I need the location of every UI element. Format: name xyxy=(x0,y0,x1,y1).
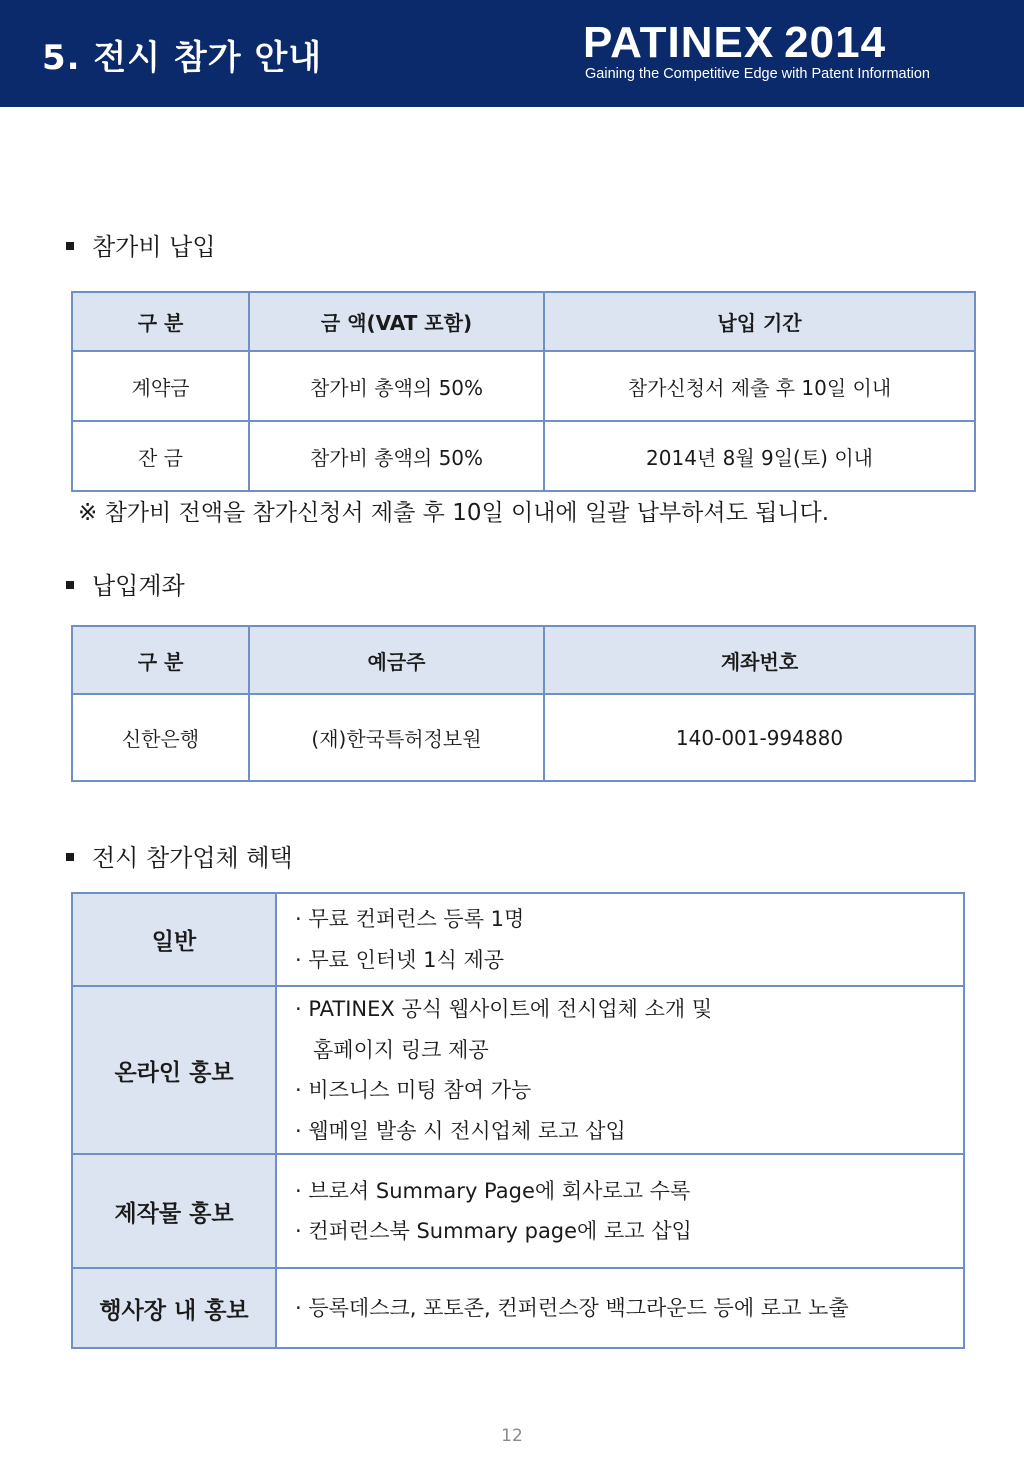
square-bullet-icon xyxy=(66,242,74,250)
table-cell: (재)한국특허정보원 xyxy=(249,694,544,781)
benefit-line: · 컨퍼런스북 Summary page에 로고 삽입 xyxy=(295,1219,692,1243)
benefit-category: 온라인 홍보 xyxy=(72,986,276,1154)
table-cell: 계약금 xyxy=(72,351,249,421)
logo-tagline: Gaining the Competitive Edge with Patent Information xyxy=(585,66,930,82)
page-header xyxy=(0,0,1024,107)
logo-brand: PATINEX xyxy=(583,18,775,67)
square-bullet-icon xyxy=(66,581,74,589)
fee-heading-text: 참가비 납입 xyxy=(92,233,216,261)
logo-wordmark xyxy=(583,18,886,68)
account-table xyxy=(71,625,976,782)
benefit-description xyxy=(276,986,964,1154)
benefit-line: · 등록데스크, 포토존, 컨퍼런스장 백그라운드 등에 로고 노출 xyxy=(295,1295,849,1320)
account-heading-text: 납입계좌 xyxy=(92,572,185,600)
logo-year: 2014 xyxy=(784,18,887,67)
table-row xyxy=(72,351,975,421)
square-bullet-icon xyxy=(66,853,74,861)
benefit-line: · 무료 컨퍼런스 등록 1명 xyxy=(295,907,525,931)
benefit-category: 일반 xyxy=(72,893,276,986)
table-row xyxy=(72,893,964,986)
benefit-line: · 브로셔 Summary Page에 회사로고 수록 xyxy=(295,1178,691,1203)
page-title: 5. 전시 참가 안내 xyxy=(42,38,323,78)
benefit-category: 행사장 내 홍보 xyxy=(72,1268,276,1348)
benefit-line: · PATINEX 공식 웹사이트에 전시업체 소개 및 xyxy=(295,997,713,1021)
column-header: 금 액(VAT 포함) xyxy=(249,292,544,351)
account-section-heading xyxy=(66,566,185,601)
fee-section-heading xyxy=(66,227,216,262)
table-row xyxy=(72,986,964,1154)
benefit-description xyxy=(276,1154,964,1268)
table-row xyxy=(72,421,975,491)
column-header: 구 분 xyxy=(72,626,249,694)
benefit-line: 홈페이지 링크 제공 xyxy=(313,1037,489,1062)
table-row xyxy=(72,694,975,781)
column-header: 구 분 xyxy=(72,292,249,351)
benefits-table xyxy=(71,892,965,1349)
table-row xyxy=(72,1154,964,1268)
table-cell: 140-001-994880 xyxy=(544,694,975,781)
table-header-row xyxy=(72,292,975,351)
benefits-section-heading xyxy=(66,838,293,873)
table-header-row xyxy=(72,626,975,694)
table-cell: 참가비 총액의 50% xyxy=(249,351,544,421)
table-cell: 2014년 8월 9일(토) 이내 xyxy=(544,421,975,491)
patinex-logo xyxy=(583,18,983,88)
table-row xyxy=(72,1268,964,1348)
benefit-line: · 웹메일 발송 시 전시업체 로고 삽입 xyxy=(295,1118,626,1143)
table-cell: 잔 금 xyxy=(72,421,249,491)
table-cell: 참가신청서 제출 후 10일 이내 xyxy=(544,351,975,421)
table-cell: 신한은행 xyxy=(72,694,249,781)
benefit-description xyxy=(276,893,964,986)
benefit-line: · 비즈니스 미팅 참여 가능 xyxy=(295,1078,532,1102)
column-header: 예금주 xyxy=(249,626,544,694)
page-number: 12 xyxy=(501,1426,523,1446)
fee-note: ※ 참가비 전액을 참가신청서 제출 후 10일 이내에 일괄 납부하셔도 됩니다. xyxy=(78,500,830,526)
table-cell: 참가비 총액의 50% xyxy=(249,421,544,491)
benefit-description xyxy=(276,1268,964,1348)
column-header: 납입 기간 xyxy=(544,292,975,351)
column-header: 계좌번호 xyxy=(544,626,975,694)
benefits-heading-text: 전시 참가업체 혜택 xyxy=(92,844,293,872)
fee-table xyxy=(71,291,976,492)
benefit-line: · 무료 인터넷 1식 제공 xyxy=(295,947,505,972)
benefit-category: 제작물 홍보 xyxy=(72,1154,276,1268)
